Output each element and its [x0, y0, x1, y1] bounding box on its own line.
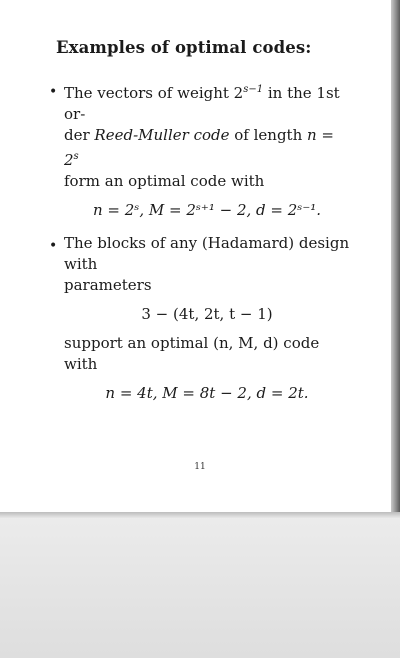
display-formula: n = 2ˢ, M = 2ˢ⁺¹ − 2, d = 2ˢ⁻¹. — [92, 201, 322, 219]
text-fragment: The blocks of any (Hadamard) design with — [64, 234, 350, 273]
page-bottom-margin — [0, 512, 400, 658]
page-number: 11 — [194, 462, 206, 472]
bullet-icon: • — [49, 84, 58, 100]
page-edge-shadow — [391, 0, 400, 515]
text-fragment: der — [64, 126, 95, 144]
display-formula: n = 4t, M = 8t − 2, d = 2t. — [105, 384, 309, 402]
page-title: Examples of optimal codes: — [56, 38, 312, 57]
list-item-text: support an optimal (n, M, d) code with — [64, 334, 320, 373]
inline-math: n = 2 — [64, 126, 334, 169]
list-item-text — [64, 79, 350, 192]
superscript: s−1 — [243, 84, 264, 95]
slide-content — [49, 38, 350, 416]
list-item — [49, 79, 350, 219]
text-fragment: of length — [229, 126, 307, 144]
superscript: s — [73, 151, 79, 162]
list-item-text — [64, 233, 350, 296]
list-item — [49, 233, 350, 402]
text-fragment: The vectors of weight 2 — [64, 84, 244, 102]
emphasis-term: Reed-Muller code — [94, 126, 230, 144]
text-fragment: parameters — [64, 276, 152, 294]
bullet-icon: • — [49, 238, 58, 254]
display-formula: 3 − (4t, 2t, t − 1) — [141, 305, 273, 323]
text-fragment: in the 1st or- — [64, 84, 340, 123]
text-fragment: form an optimal code with — [64, 172, 265, 190]
